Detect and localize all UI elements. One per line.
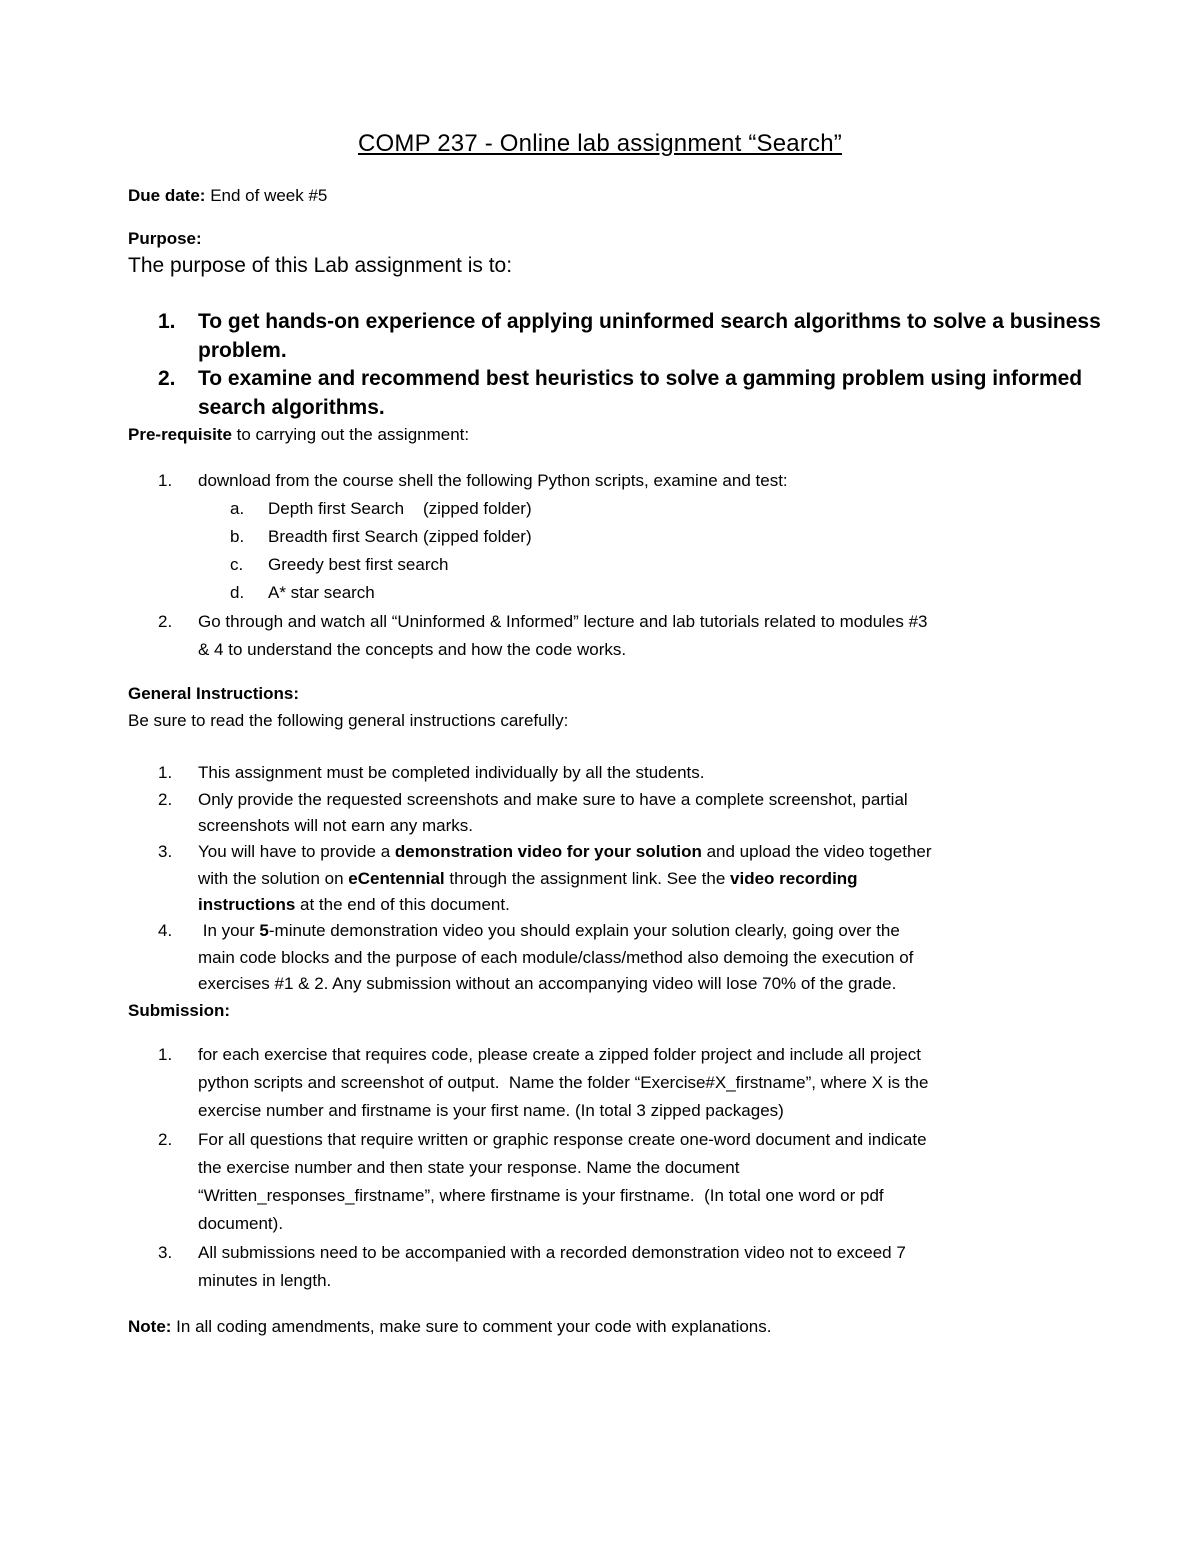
text-run: -minute demonstration video you should explain your solution clearly, going over the <box>268 921 900 940</box>
general-item-text <box>198 869 858 889</box>
due-date-label: Due date: <box>128 186 206 205</box>
prereq-label: Pre-requisite <box>128 425 232 444</box>
due-date-line <box>128 186 327 206</box>
purpose-item-text: To get hands-on experience of applying uninformed search algorithms to solve a business <box>198 310 1101 333</box>
text-run: You will have to provide a <box>198 842 395 861</box>
prereq-subitem-text: Depth first Search (zipped folder) <box>268 499 532 518</box>
prereq-item-number: 1. <box>158 471 173 490</box>
general-item-number: 1. <box>158 763 173 782</box>
text-run-bold: eCentennial <box>348 869 445 888</box>
general-item-number: 3. <box>158 842 173 861</box>
prereq-item-text: Go through and watch all “Uninformed & Informed” lecture and lab tutorials related to modules #3 <box>198 612 928 631</box>
prereq-subitem-text: A* star search <box>268 583 375 602</box>
text-run: In your <box>198 921 260 940</box>
submission-item-text: the exercise number and then state your response. Name the document <box>198 1158 740 1177</box>
text-run-bold: demonstration video for your solution <box>394 842 702 861</box>
general-heading: General Instructions: <box>128 684 299 703</box>
note-label: Note: <box>128 1317 172 1336</box>
text-run-bold: instructions <box>198 895 296 914</box>
prereq-subitem-text: Greedy best first search <box>268 555 449 574</box>
general-intro: Be sure to read the following general instructions carefully: <box>128 711 569 730</box>
submission-item-text: document). <box>198 1214 284 1233</box>
purpose-item-text: problem. <box>198 339 287 362</box>
prereq-item-text: & 4 to understand the concepts and how the code works. <box>198 640 627 659</box>
due-date-value: End of week #5 <box>205 186 328 205</box>
purpose-item-number: 1. <box>158 310 176 333</box>
note-text: In all coding amendments, make sure to comment your code with explanations. <box>171 1317 772 1336</box>
submission-item-number: 2. <box>158 1130 173 1149</box>
purpose-item-text: search algorithms. <box>198 396 385 419</box>
prereq-text: to carrying out the assignment: <box>231 425 470 444</box>
submission-item-number: 1. <box>158 1045 173 1064</box>
general-item-text <box>198 921 900 941</box>
note-line <box>128 1317 771 1337</box>
submission-item-text: exercise number and firstname is your first name. (In total 3 zipped packages) <box>198 1101 784 1120</box>
purpose-heading: Purpose: <box>128 229 202 248</box>
general-item-text: screenshots will not earn any marks. <box>198 816 473 835</box>
purpose-item-number: 2. <box>158 367 176 390</box>
text-run: and upload the video together <box>701 842 932 861</box>
general-item-text: main code blocks and the purpose of each module/class/method also demoing the execution of <box>198 948 914 967</box>
general-item-text <box>198 842 932 862</box>
prereq-item-text: download from the course shell the following Python scripts, examine and test: <box>198 471 788 490</box>
prereq-subitem-letter: d. <box>230 583 245 602</box>
prereq-subitem-letter: a. <box>230 499 245 518</box>
prereq-subitem-letter: c. <box>230 555 244 574</box>
submission-heading: Submission: <box>128 1001 231 1020</box>
text-run-bold: video recording <box>730 869 858 888</box>
submission-item-text: for each exercise that requires code, please create a zipped folder project and include all project <box>198 1045 921 1064</box>
general-item-text: This assignment must be completed individually by all the students. <box>198 763 705 782</box>
purpose-intro: The purpose of this Lab assignment is to: <box>128 254 513 277</box>
text-run: through the assignment link. See the <box>444 869 731 888</box>
prereq-subitem-letter: b. <box>230 527 245 546</box>
general-item-text: exercises #1 & 2. Any submission without an accompanying video will lose 70% of the grade. <box>198 974 897 993</box>
general-item-number: 2. <box>158 790 173 809</box>
general-item-text: Only provide the requested screenshots and make sure to have a complete screenshot, partial <box>198 790 908 809</box>
text-run: with the solution on <box>198 869 349 888</box>
submission-item-text: python scripts and screenshot of output. Name the folder “Exercise#X_firstname”, where X is the <box>198 1073 929 1092</box>
purpose-item-text: To examine and recommend best heuristics to solve a gamming problem using informed <box>198 367 1083 390</box>
general-item-text <box>198 895 510 915</box>
prereq-line <box>128 425 469 445</box>
text-run-bold: 5 <box>259 921 269 940</box>
document-title: COMP 237 - Online lab assignment “Search” <box>358 130 842 157</box>
submission-item-text: For all questions that require written or graphic response create one-word document and indicate <box>198 1130 927 1149</box>
prereq-subitem-text: Breadth first Search (zipped folder) <box>268 527 532 546</box>
submission-item-number: 3. <box>158 1243 173 1262</box>
submission-item-text: All submissions need to be accompanied with a recorded demonstration video not to exceed 7 <box>198 1243 906 1262</box>
general-item-number: 4. <box>158 921 173 940</box>
text-run: at the end of this document. <box>295 895 510 914</box>
prereq-item-number: 2. <box>158 612 173 631</box>
submission-item-text: minutes in length. <box>198 1271 332 1290</box>
submission-item-text: “Written_responses_firstname”, where firstname is your firstname. (In total one word or pdf <box>198 1186 884 1205</box>
